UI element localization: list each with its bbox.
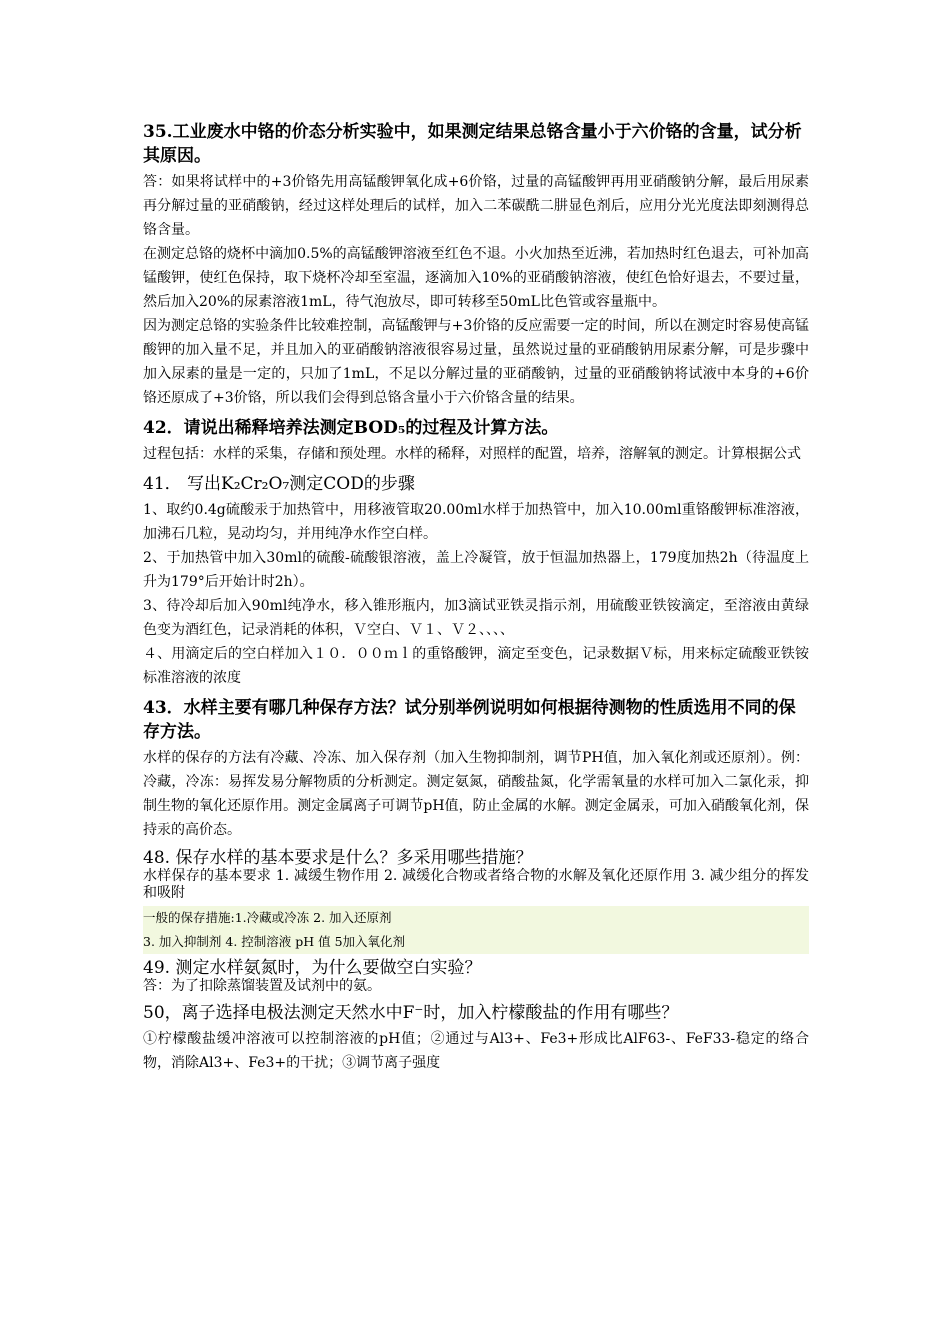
question-heading: 49. 测定水样氨氮时，为什么要做空白实验？ xyxy=(143,958,482,978)
answer-paragraph: 过程包括：水样的采集，存储和预处理。水样的稀释，对照样的配置，培养，溶解氧的测定。计算根据公式 xyxy=(143,446,801,462)
highlighted-measures: 3. 加入抑制剂 4. 控制溶液 pH 值 5加入氧化剂 xyxy=(143,930,809,954)
question-heading: 35.工业废水中铬的价态分析实验中，如果测定结果总铬含量小于六价铬的含量，试分析其原因。 xyxy=(143,122,802,166)
question-heading: 41． 写出K₂Cr₂O₇测定COD的步骤 xyxy=(143,474,415,494)
step-paragraph: 1、取约0.4g硫酸汞于加热管中，用移液管取20.00ml水样于加热管中，加入10.00ml重铬酸钾标准溶液，加沸石几粒，晃动均匀，并用纯净水作空白样。 xyxy=(143,502,809,542)
highlighted-measures: 一般的保存措施:1.冷藏或冷冻 2. 加入还原剂 xyxy=(143,906,809,930)
question-heading: 50，离子选择电极法测定天然水中F⁻时，加入柠檬酸盐的作用有哪些？ xyxy=(143,1003,679,1023)
section-35 xyxy=(143,120,809,410)
answer-paragraph: 水样保存的基本要求 1. 减缓生物作用 2. 减缓化合物或者络合物的水解及氧化还原作用 3. 减少组分的挥发和吸附 xyxy=(143,868,809,901)
step-paragraph: 2、于加热管中加入30ml的硫酸-硫酸银溶液，盖上冷凝管，放于恒温加热器上，179度加热2h（待温度上升为179°后开始计时2h）。 xyxy=(143,550,809,590)
answer-paragraph: ①柠檬酸盐缓冲溶液可以控制溶液的pH值；②通过与Al3+、Fe3+形成比AlF63-、FeF33-稳定的络合物，消除Al3+、Fe3+的干扰；③调节离子强度 xyxy=(143,1031,809,1071)
section-48 xyxy=(143,848,809,954)
answer-paragraph: 答：为了扣除蒸馏装置及试剂中的氨。 xyxy=(143,978,381,994)
step-paragraph: ４、用滴定后的空白样加入１０．００ｍｌ的重铬酸钾，滴定至变色，记录数据Ｖ标，用来标定硫酸亚铁铵标准溶液的浓度 xyxy=(143,646,809,686)
document-page xyxy=(143,120,809,1075)
question-heading: 43．水样主要有哪几种保存方法？试分别举例说明如何根据待测物的性质选用不同的保存方法。 xyxy=(143,698,796,742)
answer-paragraph: 因为测定总铬的实验条件比较难控制，高锰酸钾与+3价铬的反应需要一定的时间，所以在测定时容易使高锰酸钾的加入量不足，并且加入的亚硝酸钠溶液很容易过量，虽然说过量的亚硝酸钠用尿素分解，可是步骤中加入尿素的量是一定的，只加了1mL，不足以分解过量的亚硝酸钠，过量的亚硝酸钠将试液中本身的+6价铬还原成了+3价铬，所以我们会得到总铬含量小于六价铬含量的结果。 xyxy=(143,318,809,406)
answer-paragraph: 在测定总铬的烧杯中滴加0.5%的高锰酸钾溶液至红色不退。小火加热至近沸，若加热时红色退去，可补加高锰酸钾，使红色保持，取下烧杯冷却至室温，逐滴加入10%的亚硝酸钠溶液，使红色恰好退去，不要过量，然后加入20%的尿素溶液1mL，待气泡放尽，即可转移至50mL比色管或容量瓶中。 xyxy=(143,246,809,310)
section-50 xyxy=(143,1001,809,1075)
section-43 xyxy=(143,696,809,842)
section-42 xyxy=(143,416,809,466)
step-paragraph: 3、待冷却后加入90ml纯净水，移入锥形瓶内，加3滴试亚铁灵指示剂，用硫酸亚铁铵滴定，至溶液由黄绿色变为酒红色，记录消耗的体积，Ｖ空白、Ｖ１、Ｖ２、、、、 xyxy=(143,598,809,638)
section-41 xyxy=(143,472,809,690)
answer-paragraph: 答：如果将试样中的+3价铬先用高锰酸钾氧化成+6价铬，过量的高锰酸钾再用亚硝酸钠分解，最后用尿素再分解过量的亚硝酸钠，经过这样处理后的试样，加入二苯碳酰二肼显色剂后，应用分光光度法即刻测得总铬含量。 xyxy=(143,174,809,238)
section-49 xyxy=(143,958,809,995)
answer-paragraph: 水样的保存的方法有冷藏、冷冻、加入保存剂（加入生物抑制剂，调节PH值，加入氧化剂或还原剂）。例：冷藏，冷冻：易挥发易分解物质的分析测定。测定氨氮，硝酸盐氮，化学需氧量的水样可加入二氯化汞，抑制生物的氧化还原作用。测定金属离子可调节pH值，防止金属的水解。测定金属汞，可加入硝酸氧化剂，保持汞的高价态。 xyxy=(143,750,809,838)
question-heading: 42．请说出稀释培养法测定BOD₅的过程及计算方法。 xyxy=(143,418,559,438)
question-heading: 48. 保存水样的基本要求是什么？多采用哪些措施？ xyxy=(143,848,533,868)
